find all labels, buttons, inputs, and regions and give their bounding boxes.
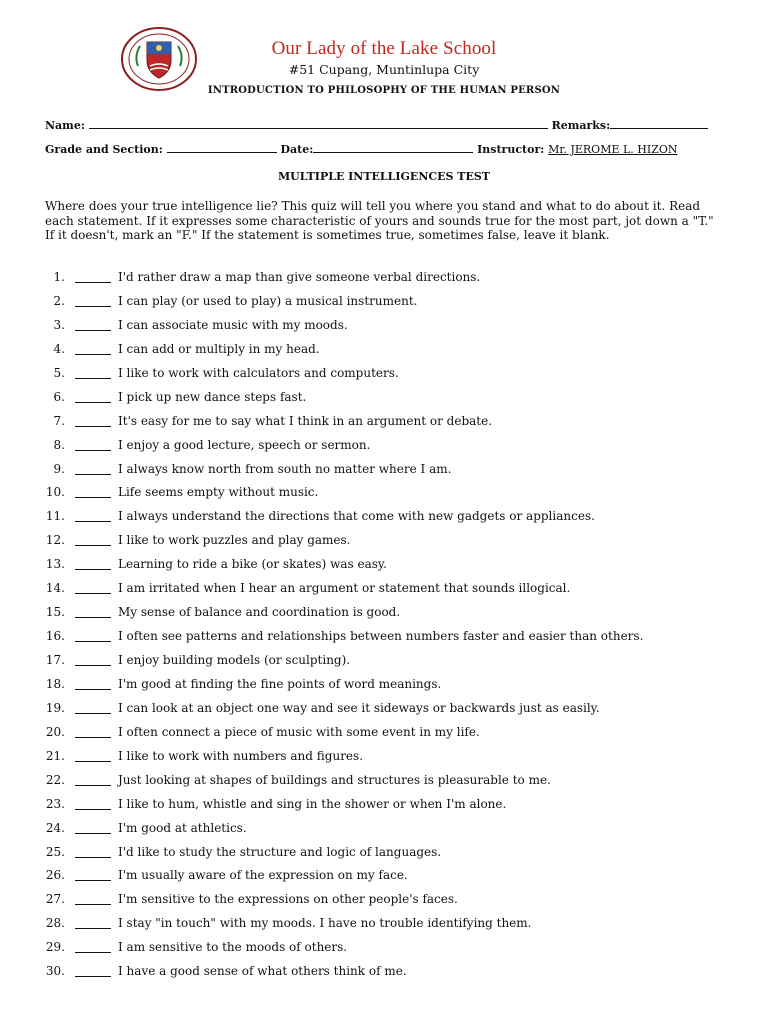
- answer-blank[interactable]: [75, 845, 111, 858]
- statement-item: [45, 270, 735, 294]
- item-text: I'm good at athletics.: [118, 820, 247, 835]
- answer-blank[interactable]: [75, 438, 111, 451]
- grade-section-label: Grade and Section:: [45, 143, 163, 156]
- item-number: 10.: [45, 485, 65, 500]
- statement-item: [45, 773, 735, 797]
- item-number: 26.: [45, 868, 65, 883]
- item-text: I like to work with calculators and computers.: [118, 365, 399, 380]
- item-number: 29.: [45, 940, 65, 955]
- item-number: 13.: [45, 557, 65, 572]
- item-number: 30.: [45, 964, 65, 979]
- answer-blank[interactable]: [75, 581, 111, 594]
- item-text: Learning to ride a bike (or skates) was easy.: [118, 557, 387, 572]
- item-text: I can add or multiply in my head.: [118, 341, 320, 356]
- grade-date-instructor-row: [45, 141, 725, 156]
- item-number: 6.: [53, 389, 65, 404]
- item-number: 1.: [53, 270, 65, 284]
- statement-item: [45, 964, 735, 988]
- item-number: 7.: [53, 413, 65, 428]
- answer-blank[interactable]: [75, 797, 111, 810]
- statement-item: [45, 653, 735, 677]
- school-address: #51 Cupang, Muntinlupa City: [288, 62, 480, 77]
- item-text: I have a good sense of what others think of me.: [118, 964, 407, 979]
- item-text: I am irritated when I hear an argument or statement that sounds illogical.: [118, 581, 571, 596]
- item-text: I can look at an object one way and see it sideways or backwards just as easily.: [118, 700, 600, 715]
- date-field[interactable]: [313, 141, 473, 153]
- statement-item: [45, 318, 735, 342]
- item-text: I'd rather draw a map than give someone verbal directions.: [118, 270, 481, 284]
- item-number: 20.: [45, 724, 65, 739]
- test-instructions: Where does your true intelligence lie? This quiz will tell you where you stand and what to do about it. Read each statement. If it expresses some characteristic of yours and sounds true for the most part, jot down a "T." If it doesn't, mark an "F." If the statement is sometimes true, sometimes false, leave it blank.: [45, 199, 714, 242]
- item-number: 9.: [53, 461, 65, 476]
- item-number: 19.: [45, 700, 65, 715]
- statement-item: [45, 509, 735, 533]
- item-number: 8.: [53, 437, 65, 452]
- answer-blank[interactable]: [75, 342, 111, 355]
- statement-item: [45, 485, 735, 509]
- item-number: 25.: [45, 844, 65, 859]
- item-text: I like to work with numbers and figures.: [118, 748, 364, 763]
- answer-blank[interactable]: [75, 509, 111, 522]
- item-text: I always know north from south no matter where I am.: [118, 461, 452, 476]
- item-text: I stay "in touch" with my moods. I have no trouble identifying them.: [118, 916, 532, 931]
- item-number: 15.: [45, 605, 65, 620]
- item-text: I enjoy building models (or sculpting).: [118, 653, 351, 667]
- answer-blank[interactable]: [75, 773, 111, 786]
- statement-item: [45, 605, 735, 629]
- answer-blank[interactable]: [75, 605, 111, 618]
- item-number: 11.: [45, 509, 65, 524]
- item-number: 2.: [53, 293, 65, 308]
- item-number: 28.: [45, 916, 65, 931]
- instructor-label: Instructor:: [477, 143, 545, 156]
- answer-blank[interactable]: [75, 557, 111, 570]
- statement-item: [45, 916, 735, 940]
- statement-item: [45, 821, 735, 845]
- answer-blank[interactable]: [75, 892, 111, 905]
- item-text: I often see patterns and relationships between numbers faster and easier than others.: [118, 629, 644, 644]
- item-text: I am sensitive to the moods of others.: [118, 940, 348, 955]
- statement-item: [45, 366, 735, 390]
- answer-blank[interactable]: [75, 270, 111, 283]
- statement-item: [45, 701, 735, 725]
- statement-item: [45, 725, 735, 749]
- answer-blank[interactable]: [75, 749, 111, 762]
- answer-blank[interactable]: [75, 629, 111, 642]
- test-title: MULTIPLE INTELLIGENCES TEST: [278, 170, 490, 183]
- item-number: 21.: [45, 748, 65, 763]
- item-text: I'd like to study the structure and logic of languages.: [118, 844, 442, 859]
- answer-blank[interactable]: [75, 653, 111, 666]
- item-text: I like to work puzzles and play games.: [118, 533, 351, 548]
- statement-item: [45, 557, 735, 581]
- statement-item: [45, 390, 735, 414]
- item-text: I can associate music with my moods.: [118, 317, 348, 332]
- item-number: 3.: [53, 317, 65, 332]
- answer-blank[interactable]: [75, 485, 111, 498]
- name-remarks-row: [45, 117, 725, 132]
- statement-item: [45, 581, 735, 605]
- answer-blank[interactable]: [75, 366, 111, 379]
- item-text: I'm sensitive to the expressions on other people's faces.: [118, 892, 458, 907]
- remarks-field[interactable]: [610, 117, 708, 129]
- statement-item: [45, 533, 735, 557]
- answer-blank[interactable]: [75, 964, 111, 977]
- remarks-label: Remarks:: [551, 119, 611, 132]
- answer-blank[interactable]: [75, 868, 111, 881]
- grade-section-field[interactable]: [167, 141, 277, 153]
- item-text: I'm usually aware of the expression on my face.: [118, 868, 408, 883]
- answer-blank[interactable]: [75, 916, 111, 929]
- item-text: Just looking at shapes of buildings and structures is pleasurable to me.: [118, 772, 551, 787]
- item-number: 5.: [53, 365, 65, 380]
- item-number: 14.: [45, 581, 65, 596]
- answer-blank[interactable]: [75, 940, 111, 953]
- answer-blank[interactable]: [75, 414, 111, 427]
- item-text: It's easy for me to say what I think in an argument or debate.: [118, 413, 493, 428]
- item-number: 18.: [45, 676, 65, 691]
- statement-item: [45, 797, 735, 821]
- statement-item: [45, 342, 735, 366]
- item-number: 22.: [45, 772, 65, 787]
- statement-item: [45, 414, 735, 438]
- answer-blank[interactable]: [75, 821, 111, 834]
- item-text: I enjoy a good lecture, speech or sermon.: [118, 437, 371, 452]
- statement-item: [45, 749, 735, 773]
- course-title: INTRODUCTION TO PHILOSOPHY OF THE HUMAN PERSON: [207, 85, 561, 96]
- item-text: I like to hum, whistle and sing in the shower or when I'm alone.: [118, 796, 507, 811]
- item-text: I often connect a piece of music with some event in my life.: [118, 724, 480, 739]
- item-text: My sense of balance and coordination is good.: [118, 605, 401, 620]
- answer-blank[interactable]: [75, 533, 111, 546]
- statement-item: [45, 294, 735, 318]
- statement-item: [45, 868, 735, 892]
- item-number: 12.: [45, 533, 65, 548]
- statement-item: [45, 940, 735, 964]
- answer-blank[interactable]: [75, 677, 111, 690]
- date-label: Date:: [280, 143, 314, 156]
- item-number: 27.: [45, 892, 65, 907]
- item-number: 17.: [45, 653, 65, 667]
- statement-list: [45, 270, 735, 988]
- name-label: Name:: [45, 119, 85, 132]
- item-text: I can play (or used to play) a musical instrument.: [118, 293, 418, 308]
- statement-item: [45, 462, 735, 486]
- statement-item: [45, 438, 735, 462]
- item-number: 16.: [45, 629, 65, 644]
- statement-item: [45, 629, 735, 653]
- answer-blank[interactable]: [75, 390, 111, 403]
- item-number: 24.: [45, 820, 65, 835]
- answer-blank[interactable]: [75, 725, 111, 738]
- item-text: I always understand the directions that come with new gadgets or appliances.: [118, 509, 595, 524]
- statement-item: [45, 892, 735, 916]
- answer-blank[interactable]: [75, 701, 111, 714]
- statement-item: [45, 845, 735, 869]
- item-text: I'm good at finding the fine points of word meanings.: [118, 676, 442, 691]
- item-text: Life seems empty without music.: [118, 485, 319, 500]
- item-text: I pick up new dance steps fast.: [118, 389, 307, 404]
- statement-item: [45, 677, 735, 701]
- answer-blank[interactable]: [75, 318, 111, 331]
- answer-blank[interactable]: [75, 462, 111, 475]
- name-field[interactable]: [89, 117, 548, 129]
- item-number: 23.: [45, 796, 65, 811]
- instructor-name: Mr. JEROME L. HIZON: [548, 143, 678, 156]
- answer-blank[interactable]: [75, 294, 111, 307]
- item-number: 4.: [53, 341, 65, 356]
- school-name: Our Lady of the Lake School: [271, 38, 497, 59]
